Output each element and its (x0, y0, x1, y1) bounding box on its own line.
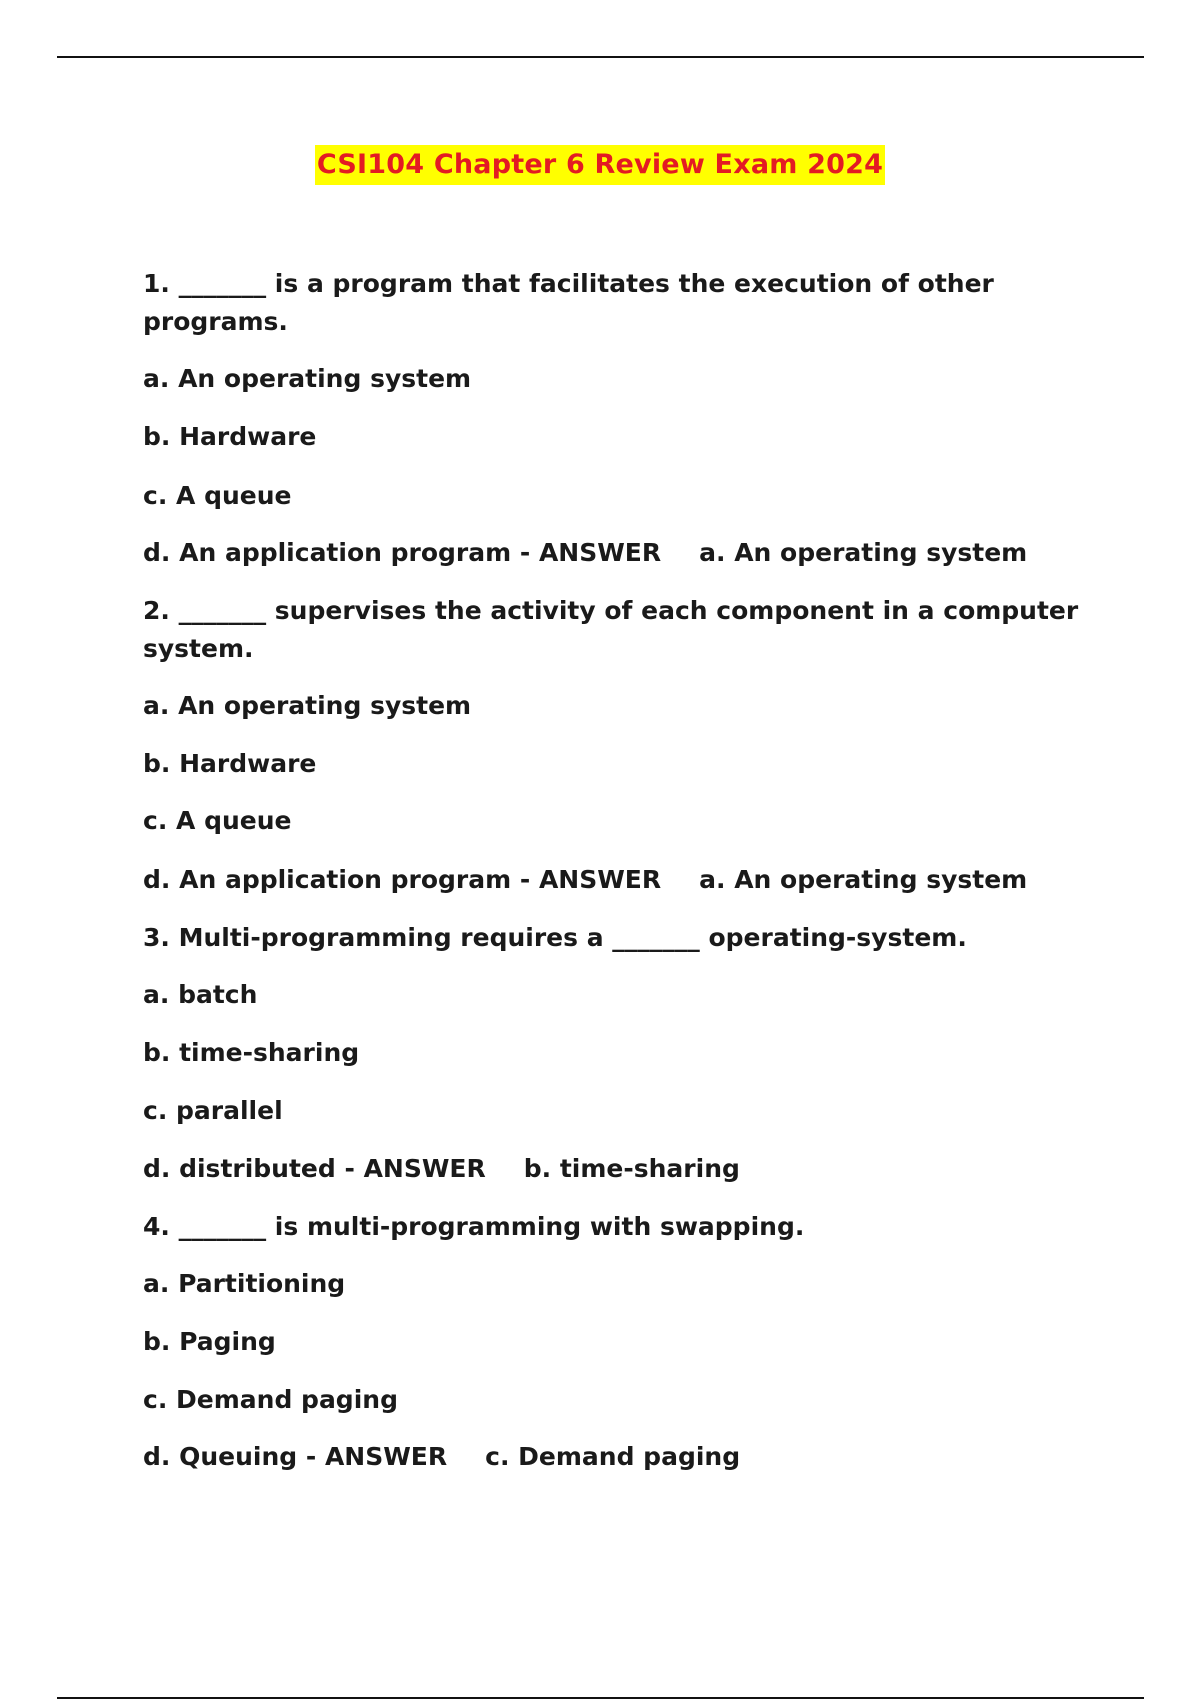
question-3-option-b: b. time-sharing (143, 1038, 360, 1067)
question-3-option-c: c. parallel (143, 1096, 283, 1125)
question-3-option-d-row (143, 1150, 740, 1188)
question-2-answer: a. An operating system (699, 865, 1028, 894)
question-1-option-b: b. Hardware (143, 422, 317, 451)
question-4-option-b: b. Paging (143, 1327, 276, 1356)
question-4-option-a: a. Partitioning (143, 1269, 346, 1298)
question-1-option-d: d. An application program - ANSWER (143, 538, 662, 567)
bottom-rule (57, 1697, 1144, 1699)
question-1-answer: a. An operating system (699, 538, 1028, 567)
top-rule (57, 56, 1144, 58)
question-4-option-c: c. Demand paging (143, 1385, 398, 1414)
question-2-option-d-row (143, 861, 1027, 899)
question-2-option-b: b. Hardware (143, 749, 317, 778)
question-2-text: 2. _______ supervises the activity of each component in a computer system. (143, 596, 1079, 663)
question-3-option-d: d. distributed - ANSWER (143, 1154, 486, 1183)
title-container (0, 145, 1200, 185)
page-title: CSI104 Chapter 6 Review Exam 2024 (315, 145, 885, 185)
question-1-text: 1. _______ is a program that facilitates the execution of other programs. (143, 269, 994, 336)
question-2-option-c: c. A queue (143, 806, 292, 835)
question-3-text: 3. Multi-programming requires a _______ operating-system. (143, 923, 967, 952)
question-4-option-d-row (143, 1438, 740, 1476)
question-3-answer: b. time-sharing (523, 1154, 740, 1183)
question-1-option-a: a. An operating system (143, 364, 472, 393)
question-1-option-c: c. A queue (143, 481, 292, 510)
question-2-option-a: a. An operating system (143, 691, 472, 720)
question-2-option-d: d. An application program - ANSWER (143, 865, 662, 894)
question-4-text: 4. _______ is multi-programming with swapping. (143, 1212, 805, 1241)
question-4-option-d: d. Queuing - ANSWER (143, 1442, 448, 1471)
question-4-answer: c. Demand paging (485, 1442, 741, 1471)
question-1-option-d-row (143, 534, 1027, 572)
question-3-option-a: a. batch (143, 980, 258, 1009)
